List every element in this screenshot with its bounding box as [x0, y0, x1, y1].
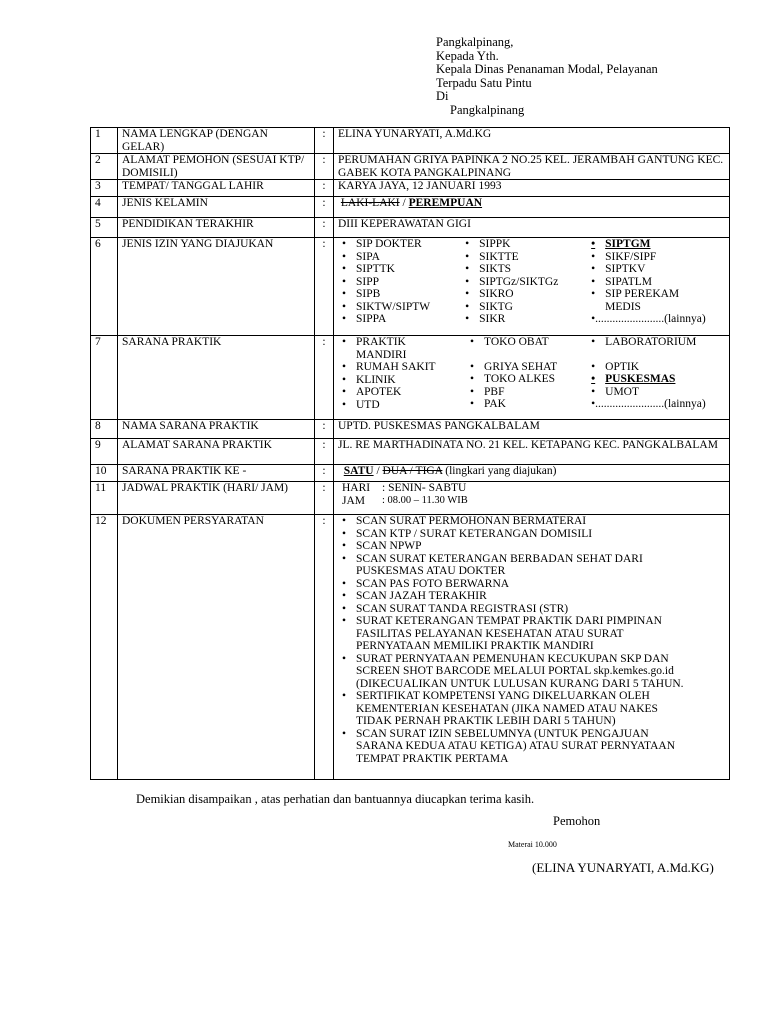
row-colon: :	[315, 336, 334, 420]
list-item-label: PBF	[484, 385, 505, 398]
row-label: NAMA LENGKAP (DENGAN GELAR)	[118, 128, 315, 154]
list-item: • GRIYA SEHAT	[470, 360, 558, 373]
list-item: • SURAT KETERANGAN TEMPAT PRAKTIK DARI PIMPINAN FASILITAS PELAYANAN KESEHATAN ATAU SURAT PERNYATAAN MEMILIKI PRAKTIK MANDIRI	[338, 615, 709, 653]
day-label: HARI	[342, 482, 371, 494]
row-number: 9	[91, 439, 118, 465]
list-item: • SIPP	[342, 275, 380, 288]
facility-order-value	[334, 465, 730, 482]
table-row	[91, 238, 730, 336]
list-item-label: TOKO OBAT	[484, 336, 549, 348]
table-row	[91, 154, 730, 180]
list-item: • SIKTTE	[465, 250, 519, 263]
list-item-label: OPTIK	[605, 360, 640, 373]
list-item: • SIPTKV	[591, 263, 646, 275]
list-item: • SIKR	[465, 313, 506, 325]
list-item-label: SIKTW/SIPTW	[356, 300, 431, 313]
list-item: • APOTEK	[342, 386, 402, 398]
list-item-label: ........................(lainnya)	[595, 398, 706, 410]
list-item: • OPTIK	[591, 360, 640, 373]
header-place: Pangkalpinang	[450, 102, 525, 117]
list-item: • SURAT PERNYATAAN PEMENUHAN KECUKUPAN SKP DAN SCREEN SHOT BARCODE MELALUI PORTAL skp.kemkes.go.id (DIKECUALIKAN UNTUK LULUSAN KURANG DARI 5 TAHUN.	[338, 653, 709, 691]
list-item-label: RUMAH SAKIT	[356, 361, 436, 373]
schedule-value	[334, 482, 730, 515]
facility-name-value: UPTD. PUSKESMAS PANGKALBALAM	[334, 420, 730, 439]
list-item-label: SIP DOKTER	[356, 238, 422, 250]
permit-col-2	[461, 238, 587, 326]
list-item-label: SCAN KTP / SURAT KETERANGAN DOMISILI	[356, 527, 593, 540]
facility-col-2	[466, 336, 587, 411]
list-item-label: SCAN SURAT PERMOHONAN BERMATERAI	[356, 515, 587, 527]
list-item: • SIKRO	[465, 288, 514, 300]
list-item: • SCAN KTP / SURAT KETERANGAN DOMISILI	[342, 527, 593, 540]
row-colon: :	[315, 465, 334, 482]
list-item-label: ........................(lainnya)	[595, 313, 706, 325]
list-item: • SCAN JAZAH TERAKHIR	[342, 590, 487, 602]
list-item-label: SCAN PAS FOTO BERWARNA	[356, 577, 510, 590]
header-to: Kepada Yth.	[436, 48, 499, 63]
list-item: • SCAN SURAT TANDA REGISTRASI (STR)	[342, 602, 569, 615]
row-label: TEMPAT/ TANGGAL LAHIR	[118, 180, 315, 197]
list-item-label: SIPP	[356, 275, 380, 288]
list-item: • SCAN SURAT PERMOHONAN BERMATERAI	[342, 515, 587, 527]
row-number: 3	[91, 180, 118, 197]
list-item: • ........................(lainnya)	[591, 398, 706, 410]
practice-facility-options	[334, 336, 730, 420]
row-colon: :	[315, 482, 334, 515]
row-label: NAMA SARANA PRAKTIK	[118, 420, 315, 439]
list-item: • LABORATORIUM	[591, 336, 697, 348]
order-option-struck: DUA / TIGA	[382, 465, 443, 477]
list-item-label: SIPTGz/SIKTGz	[479, 275, 559, 288]
facility-col-1	[338, 336, 466, 411]
list-item-label: SIPPK	[479, 238, 511, 250]
list-item: • PRAKTIK MANDIRI	[338, 336, 466, 361]
permit-col-3	[587, 238, 725, 326]
birth-value: KARYA JAYA, 12 JANUARI 1993	[334, 180, 730, 197]
row-colon: :	[315, 197, 334, 218]
row-number: 10	[91, 465, 118, 482]
header-office-line2: Terpadu Satu Pintu	[436, 75, 532, 90]
list-item: • SIKTG	[465, 300, 513, 313]
list-item-label: SURAT KETERANGAN TEMPAT PRAKTIK DARI PIMPINAN FASILITAS PELAYANAN KESEHATAN ATAU SURAT PERNYATAAN MEMILIKI PRAKTIK MANDIRI	[356, 615, 662, 652]
row-number: 6	[91, 238, 118, 336]
row-number: 8	[91, 420, 118, 439]
table-row	[91, 218, 730, 238]
row-number: 1	[91, 128, 118, 154]
time-value: : 08.00 – 11.30 WIB	[382, 494, 468, 506]
list-item-label: SIP PEREKAM MEDIS	[605, 288, 680, 313]
list-item: • SIKTW/SIPTW	[342, 300, 431, 313]
list-item: • SIP DOKTER	[342, 238, 422, 250]
table-row	[91, 439, 730, 465]
list-item: • SIPTGz/SIKTGz	[465, 275, 559, 288]
list-item-label: LABORATORIUM	[605, 336, 697, 348]
list-item-label: PUSKESMAS	[605, 373, 676, 385]
row-label: ALAMAT PEMOHON (SESUAI KTP/ DOMISILI)	[118, 154, 315, 180]
address-value: PERUMAHAN GRIYA PAPINKA 2 NO.25 KEL. JERAMBAH GANTUNG KEC. GABEK KOTA PANGKALPINANG	[334, 154, 730, 180]
row-colon: :	[315, 515, 334, 780]
table-row	[91, 420, 730, 439]
row-label: PENDIDIKAN TERAKHIR	[118, 218, 315, 238]
list-item: • SIPATLM	[591, 275, 653, 288]
table-row	[91, 336, 730, 420]
header-office-line1: Kepala Dinas Penanaman Modal, Pelayanan	[436, 62, 658, 76]
table-row	[91, 482, 730, 515]
list-item: • ........................(lainnya)	[591, 313, 706, 325]
list-item: • PBF	[470, 385, 505, 398]
list-item-label: SIPTGM	[605, 238, 651, 250]
stamp-duty-note: Materai 10.000	[508, 840, 557, 849]
list-item: • SIKF/SIPF	[591, 250, 657, 263]
list-item: • UTD	[342, 398, 380, 411]
row-colon: :	[315, 154, 334, 180]
row-label: SARANA PRAKTIK KE -	[118, 465, 315, 482]
separator: /	[399, 197, 409, 209]
row-colon: :	[315, 420, 334, 439]
list-item-label: SIPTKV	[605, 263, 646, 275]
list-item-label: UMOT	[605, 385, 640, 398]
row-label: DOKUMEN PERSYARATAN	[118, 515, 315, 780]
permit-type-options	[334, 238, 730, 336]
list-item-selected: • SIPTGM	[591, 238, 651, 250]
list-item-label: SCAN SURAT IZIN SEBELUMNYA (UNTUK PENGAJUAN SARANA KEDUA ATAU KETIGA) ATAU SURAT PERNYATAAN TEMPAT PRAKTIK PERTAMA	[356, 727, 676, 765]
row-colon: :	[315, 180, 334, 197]
list-item-label: SIPB	[356, 288, 381, 300]
list-item: • UMOT	[591, 385, 640, 398]
table-row	[91, 180, 730, 197]
list-item-label: SIPA	[356, 250, 380, 263]
list-item-label: TOKO ALKES	[484, 373, 556, 385]
table-row	[91, 128, 730, 154]
row-label: ALAMAT SARANA PRAKTIK	[118, 439, 315, 465]
row-colon: :	[315, 238, 334, 336]
applicant-label: Pemohon	[553, 814, 601, 828]
list-item-label: SIKF/SIPF	[605, 250, 657, 263]
list-item-label: SERTIFIKAT KOMPETENSI YANG DIKELUARKAN OLEH KEMENTERIAN KESEHATAN (JIKA NAMED ATAU NAKES TIDAK PERNAH PRAKTIK LEBIH DARI 5 TAHUN)	[356, 690, 658, 727]
closing-statement: Demikian disampaikan , atas perhatian dan bantuannya diucapkan terima kasih.	[136, 792, 535, 806]
row-number: 5	[91, 218, 118, 238]
header-city: Pangkalpinang,	[436, 35, 514, 49]
list-item-label: SCAN SURAT KETERANGAN BERBADAN SEHAT DARI PUSKESMAS ATAU DOKTER	[356, 552, 643, 577]
list-item: • SIKTS	[465, 263, 512, 275]
list-item-label: SIPPA	[356, 313, 387, 325]
list-item-label: SURAT PERNYATAAN PEMENUHAN KECUKUPAN SKP DAN SCREEN SHOT BARCODE MELALUI PORTAL skp.kemkes.go.id (DIKECUALIKAN UNTUK LULUSAN KURANG DARI 5 TAHUN.	[356, 652, 684, 690]
order-note: (lingkari yang diajukan)	[442, 465, 557, 477]
header-di: Di	[436, 89, 449, 103]
list-item: • KLINIK	[342, 373, 396, 386]
list-item-label: PAK	[484, 398, 506, 410]
list-item: • SCAN PAS FOTO BERWARNA	[342, 577, 510, 590]
list-item-label: SIPTTK	[356, 263, 395, 275]
row-number: 7	[91, 336, 118, 420]
gender-option-female: PEREMPUAN	[408, 197, 483, 209]
order-option-selected: SATU	[343, 465, 374, 477]
separator: /	[373, 465, 383, 477]
gender-value	[334, 197, 730, 218]
list-item-label: SCAN JAZAH TERAKHIR	[356, 590, 487, 602]
row-colon: :	[315, 128, 334, 154]
facility-col-3	[587, 336, 725, 411]
list-item-label: UTD	[356, 398, 380, 411]
row-label: SARANA PRAKTIK	[118, 336, 315, 420]
list-item: • SIPA	[342, 250, 380, 263]
letter-header	[436, 36, 658, 117]
row-number: 12	[91, 515, 118, 780]
day-value: : SENIN- SABTU	[382, 482, 467, 494]
list-item-label: SIKTG	[479, 300, 513, 313]
row-number: 4	[91, 197, 118, 218]
list-item: • SIPPK	[465, 238, 511, 250]
list-item: • SCAN SURAT KETERANGAN BERBADAN SEHAT DARI PUSKESMAS ATAU DOKTER	[338, 553, 709, 578]
row-label: JADWAL PRAKTIK (HARI/ JAM)	[118, 482, 315, 515]
row-number: 11	[91, 482, 118, 515]
table-row	[91, 515, 730, 780]
table-row	[91, 197, 730, 218]
list-item: • RUMAH SAKIT	[342, 361, 436, 373]
list-item: • SCAN NPWP	[342, 540, 422, 552]
list-item: • TOKO ALKES	[470, 373, 556, 385]
list-item-label: SIKTS	[479, 263, 512, 275]
list-item-label: SCAN NPWP	[356, 540, 422, 552]
row-colon: :	[315, 439, 334, 465]
time-label: JAM	[342, 494, 366, 507]
list-item-label: GRIYA SEHAT	[484, 360, 558, 373]
list-item-label: PRAKTIK MANDIRI	[356, 336, 407, 361]
permit-col-1	[338, 238, 461, 326]
list-item-label: SIKRO	[479, 288, 514, 300]
facility-address-value: JL. RE MARTHADINATA NO. 21 KEL. KETAPANG KEC. PANGKALBALAM	[334, 439, 730, 465]
row-number: 2	[91, 154, 118, 180]
list-item: • SIPB	[342, 288, 381, 300]
list-item-selected: • PUSKESMAS	[591, 373, 676, 385]
full-name-value: ELINA YUNARYATI, A.Md.KG	[334, 128, 730, 154]
list-item-label: SIKTTE	[479, 250, 519, 263]
list-item-label: KLINIK	[356, 373, 396, 386]
list-item: • SCAN SURAT IZIN SEBELUMNYA (UNTUK PENGAJUAN SARANA KEDUA ATAU KETIGA) ATAU SURAT PERNYATAAN TEMPAT PRAKTIK PERTAMA	[338, 728, 709, 766]
required-documents-list	[334, 515, 730, 780]
row-label: JENIS IZIN YANG DIAJUKAN	[118, 238, 315, 336]
row-colon: :	[315, 218, 334, 238]
list-item: • SIP PEREKAM MEDIS	[587, 288, 725, 313]
list-item: • SIPPA	[342, 313, 387, 325]
row-label: JENIS KELAMIN	[118, 197, 315, 218]
list-item-label: SIPATLM	[605, 275, 653, 288]
list-item: • SIPTTK	[342, 263, 395, 275]
list-item-label: SCAN SURAT TANDA REGISTRASI (STR)	[356, 602, 569, 615]
list-item: • PAK	[470, 398, 506, 410]
applicant-signature-name: (ELINA YUNARYATI, A.Md.KG)	[532, 860, 714, 875]
list-item-label: APOTEK	[356, 386, 402, 398]
application-form-table	[90, 127, 730, 780]
list-item: • TOKO OBAT	[470, 336, 549, 348]
list-item-label: SIKR	[479, 313, 506, 325]
gender-option-male: LAKI-LAKI	[340, 197, 400, 209]
table-row	[91, 465, 730, 482]
list-item: • SERTIFIKAT KOMPETENSI YANG DIKELUARKAN OLEH KEMENTERIAN KESEHATAN (JIKA NAMED ATAU NAKES TIDAK PERNAH PRAKTIK LEBIH DARI 5 TAHUN)	[338, 690, 709, 728]
education-value: DIII KEPERAWATAN GIGI	[334, 218, 730, 238]
